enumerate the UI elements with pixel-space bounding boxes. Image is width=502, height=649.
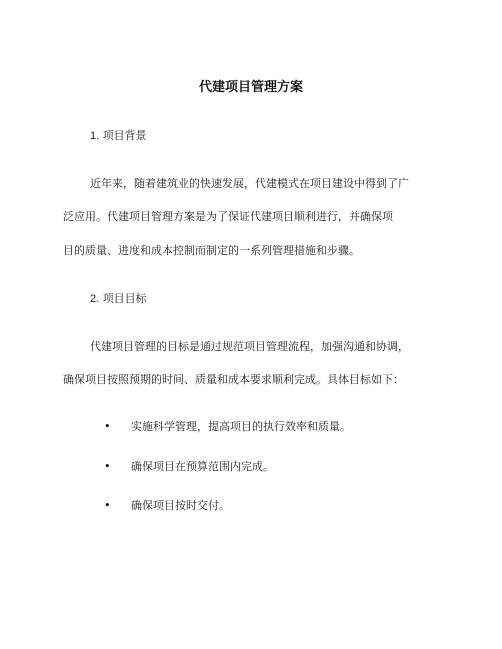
bullet-item: 确保项目在预算范围内完成。 (131, 460, 274, 473)
section-heading-goals (90, 291, 147, 307)
bullet-marker: • (104, 499, 111, 512)
paragraph-line: 近年来，随着建筑业的快速发展，代建模式在项目建设中得到了广 (90, 177, 409, 190)
bullet-item: 确保项目按时交付。 (131, 499, 230, 512)
section-number: 2. (90, 293, 100, 305)
section-heading-background (90, 128, 147, 144)
paragraph-line: 代建项目管理的目标是通过规范项目管理流程，加强沟通和协调， (90, 340, 409, 353)
document-title: 代建项目管理方案 (198, 80, 303, 95)
bullet-marker: • (104, 460, 111, 473)
section-heading-text: 项目目标 (102, 292, 147, 305)
bullet-item: 实施科学管理，提高项目的执行效率和质量。 (131, 420, 351, 433)
bullet-marker: • (104, 420, 111, 433)
paragraph-line: 确保项目按照预期的时间、质量和成本要求顺利完成。具体目标如下： (63, 373, 404, 386)
paragraph-line: 目的质量、进度和成本控制而制定的一系列管理措施和步骤。 (63, 244, 360, 257)
paragraph-line: 泛应用。代建项目管理方案是为了保证代建项目顺利进行，并确保项 (63, 210, 393, 223)
section-heading-text: 项目背景 (102, 129, 147, 142)
section-number: 1. (90, 130, 100, 142)
